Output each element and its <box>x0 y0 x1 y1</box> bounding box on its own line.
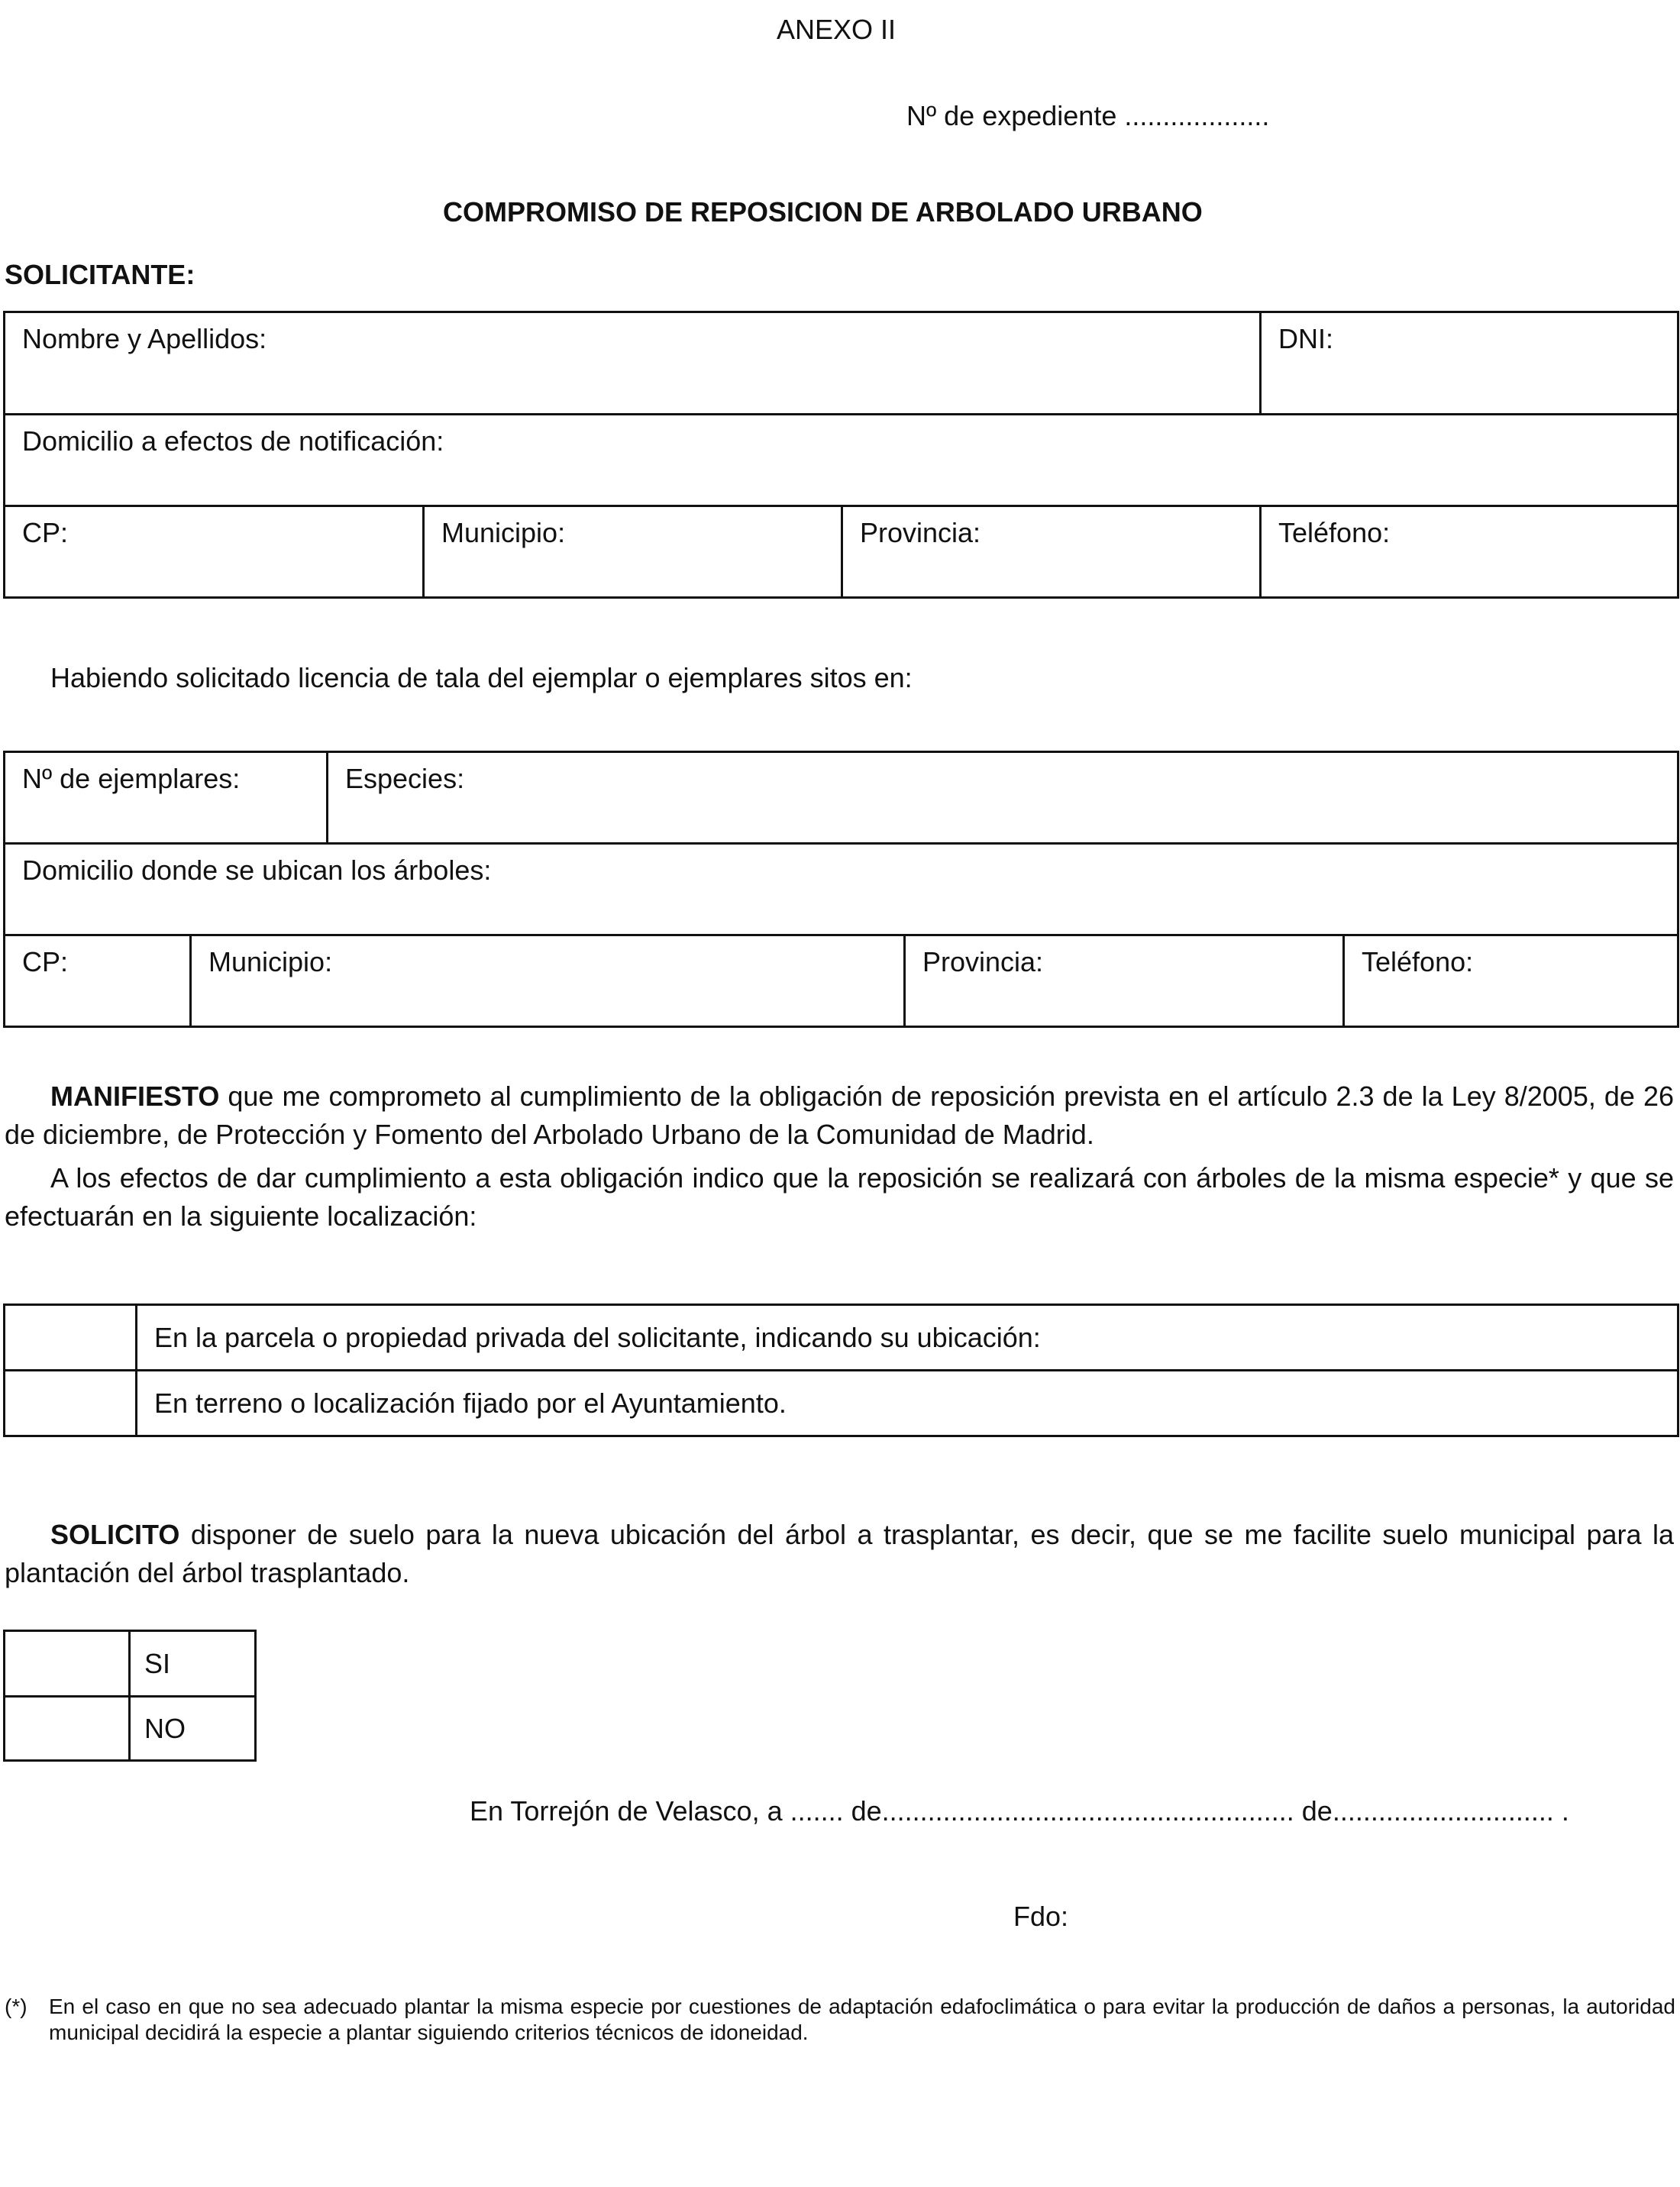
domicilio-arboles-field[interactable]: Domicilio donde se ubican los árboles: <box>5 844 1678 935</box>
solicito-paragraph <box>5 1516 1674 1592</box>
tree-provincia-field[interactable]: Provincia: <box>905 935 1344 1027</box>
tree-municipio-field[interactable]: Municipio: <box>191 935 905 1027</box>
manifiesto-text: que me comprometo al cumplimiento de la obligación de reposición prevista en el artículo 2.3 de la Ley 8/2005, de 26 de diciembre, de Protección y Fomento del Arbolado Urbano de la Comunidad de Madrid. <box>5 1081 1674 1150</box>
no-checkbox[interactable] <box>5 1697 130 1761</box>
location-option-municipal-checkbox[interactable] <box>5 1371 137 1436</box>
date-line: En Torrejón de Velasco, a ....... de...................................................... de............................. . <box>470 1795 1569 1827</box>
location-option-private-checkbox[interactable] <box>5 1305 137 1371</box>
provincia-field[interactable]: Provincia: <box>842 506 1261 598</box>
footnote-mark: (*) <box>5 1995 27 2018</box>
num-ejemplares-field[interactable]: Nº de ejemplares: <box>5 752 328 844</box>
solicitante-label: SOLICITANTE: <box>5 259 195 290</box>
domicilio-notificacion-field[interactable]: Domicilio a efectos de notificación: <box>5 415 1678 506</box>
yes-no-table <box>3 1630 257 1762</box>
nombre-field[interactable]: Nombre y Apellidos: <box>5 312 1261 415</box>
location-options-table <box>3 1303 1679 1437</box>
page-title: COMPROMISO DE REPOSICION DE ARBOLADO URBANO <box>443 196 1203 228</box>
trees-table <box>3 751 1679 1028</box>
cp-field[interactable]: CP: <box>5 506 424 598</box>
location-option-municipal-label: En terreno o localización fijado por el Ayuntamiento. <box>137 1371 1678 1436</box>
tree-cp-field[interactable]: CP: <box>5 935 191 1027</box>
municipio-field[interactable]: Municipio: <box>424 506 842 598</box>
footnote-text: En el caso en que no sea adecuado plantar la misma especie por cuestiones de adaptación edafoclimática o para evitar la producción de daños a personas, la autoridad municipal decidirá la especie a plantar siguiendo criterios técnicos de idoneidad. <box>49 1995 1675 2044</box>
solicito-text: disponer de suelo para la nueva ubicación del árbol a trasplantar, es decir, que se me facilite suelo municipal para la plantación del árbol trasplantado. <box>5 1519 1674 1588</box>
annex-heading: ANEXO II <box>777 14 897 45</box>
si-label: SI <box>130 1631 256 1697</box>
dni-field[interactable]: DNI: <box>1261 312 1678 415</box>
especies-field[interactable]: Especies: <box>328 752 1678 844</box>
si-checkbox[interactable] <box>5 1631 130 1697</box>
signature-label: Fdo: <box>1013 1901 1069 1932</box>
efectos-paragraph: A los efectos de dar cumplimiento a esta obligación indico que la reposición se realizará con árboles de la misma especie* y que se efectuarán en la siguiente localización: <box>5 1162 1674 1232</box>
tree-telefono-field[interactable]: Teléfono: <box>1344 935 1678 1027</box>
solicito-lead: SOLICITO <box>50 1519 180 1550</box>
expediente-number: Nº de expediente ................... <box>906 100 1270 131</box>
habiendo-text: Habiendo solicitado licencia de tala del ejemplar o ejemplares sitos en: <box>50 662 913 693</box>
manifiesto-lead: MANIFIESTO <box>50 1081 220 1112</box>
telefono-field[interactable]: Teléfono: <box>1261 506 1678 598</box>
no-label: NO <box>130 1697 256 1761</box>
location-option-private-label: En la parcela o propiedad privada del solicitante, indicando su ubicación: <box>137 1305 1678 1371</box>
manifiesto-paragraph <box>5 1077 1674 1154</box>
applicant-table <box>3 311 1679 599</box>
